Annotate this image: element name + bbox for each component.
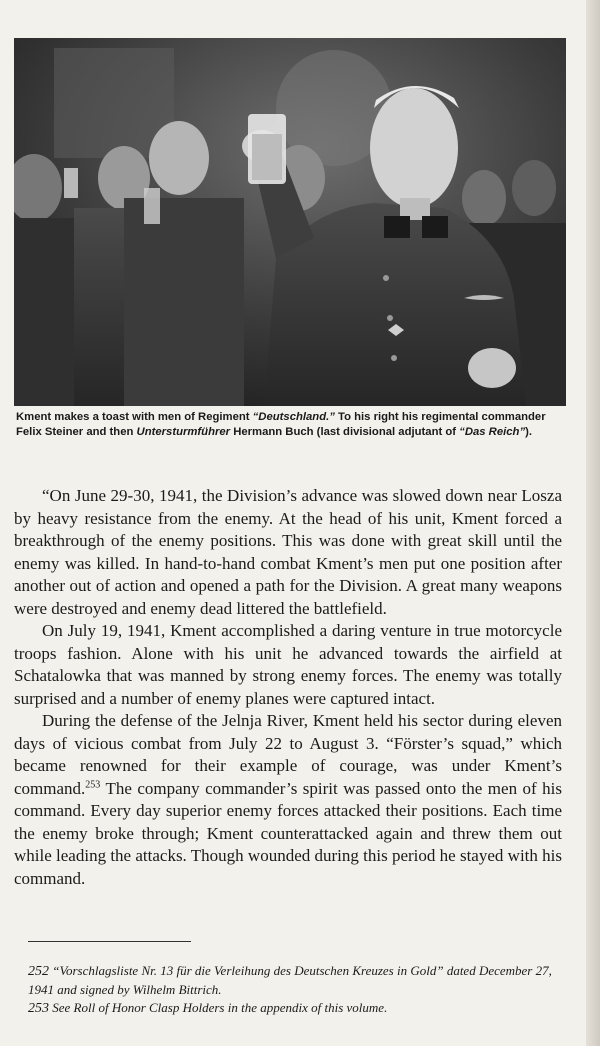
caption-rank: Untersturmführer [136, 426, 231, 438]
caption-text-4: ). [525, 426, 533, 438]
footnotes [28, 962, 568, 1018]
footnote-253 [28, 999, 568, 1018]
photograph [14, 38, 566, 406]
caption-division: “Das Reich” [459, 426, 526, 438]
footnote-number: 252 [28, 964, 49, 979]
paragraph-3-part-1: During the defense of the Jelnja River, Kment held his sector during eleven days of vicious combat from July 22 to August 3. “Förster’s squad,” which became renowned for their example of courage, was under Kment’s command. [14, 711, 562, 798]
footnote-text: “Vorschlagsliste Nr. 13 für die Verleihung des Deutschen Kreuzes in Gold” dated December 27, 1941 and signed by Wilhelm Bittrich. [28, 963, 552, 997]
paragraph-3 [14, 710, 562, 890]
body-text [14, 485, 562, 890]
caption-text-3: Hermann Buch (last divisional adjutant of [230, 426, 460, 438]
page-edge [586, 0, 600, 1046]
paragraph-2: On July 19, 1941, Kment accomplished a daring venture in true motorcycle troops fashion. Alone with his unit he advanced towards the airfield at Schatalowka that was manned by strong enemy forces. The enemy was totally surprised and a number of enemy planes were captured intact. [14, 621, 562, 708]
photo-caption [16, 410, 572, 440]
caption-regiment: “Deutschland.” [252, 411, 335, 423]
footnote-divider [28, 941, 191, 942]
footnote-number: 253 [28, 1001, 49, 1016]
footnote-reference: 253 [85, 778, 101, 790]
paragraph-1: “On June 29-30, 1941, the Division’s advance was slowed down near Losza by heavy resistance from the enemy. At the head of his unit, Kment forced a breakthrough of the enemy positions. This was done with great skill until the enemy was killed. In hand-to-hand combat Kment’s men put one position after another out of action and opened a path for the Division. A great many weapons were destroyed and enemy dead littered the battlefield. [14, 486, 562, 618]
paragraph-3-part-2: The company commander’s spirit was passed onto the men of his command. Every day superior enemy forces attacked their positions. Each time the enemy broke through; Kment counterattacked again and threw them out while leading the attacks. Though wounded during this period he stayed with his command. [14, 778, 562, 888]
footnote-text: See Roll of Honor Clasp Holders in the appendix of this volume. [49, 1000, 388, 1015]
photo-icon [14, 38, 566, 406]
caption-text-2: To his right his regimental commander Felix Steiner and then [16, 411, 546, 438]
footnote-252 [28, 962, 568, 999]
caption-text-1: Kment makes a toast with men of Regiment [16, 411, 253, 423]
